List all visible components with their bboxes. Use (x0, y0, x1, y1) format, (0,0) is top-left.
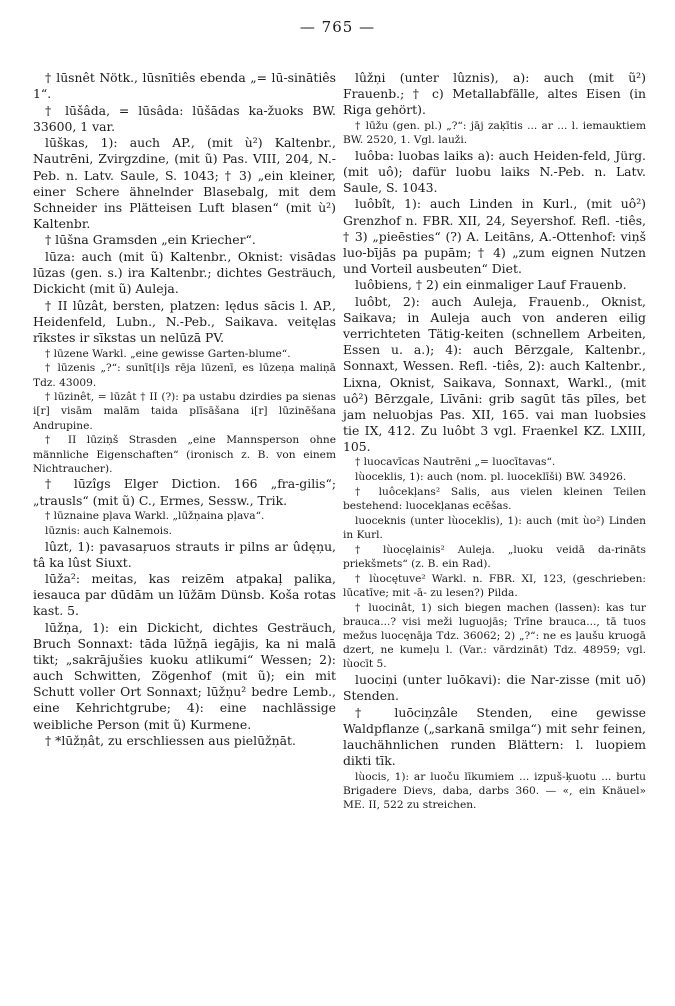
dictionary-entry: † lūzene Warkl. „eine gewisse Garten-blume“. (45, 347, 291, 360)
dictionary-entry: † lūšna Gramsden „ein Kriecher“. (45, 232, 256, 248)
dictionary-entry: † luōciņzâle Stenden, eine gewisse Waldpflanze („sarkanā smilga“) mit sehr feinen, lauchähnlichen runden Blättern: l. luopiem dikti tīk. (343, 704, 646, 768)
dictionary-entry: lūškas, 1): auch AP., (mit ù²) Kaltenbr., Nautrēni, Zvirgzdine, (mit ũ) Pas. VIII, 204, N.-Peb. n. Latv. Saule, S. 1043; † 3) „ein kleiner, einer Schere ähnelnder Blasebalg, mit dem Schneider ins Plätteisen Luft blasen“ (mit ù²) Kaltenbr. (33, 135, 336, 231)
dictionary-entry: lūza: auch (mit ũ) Kaltenbr., Oknist: visādas lūzas (gen. s.) ira Kaltenbr.; dichtes Gesträuch, Dickicht (mit ũ) Auleja. (33, 249, 336, 297)
dictionary-entry: lūža²: meitas, kas reizēm atpakaļ palika, iesauca par dūdām un lūžām Dünsb. Koša rotas kast. 5. (33, 571, 336, 619)
dictionary-entry: lūžņa, 1): ein Dickicht, dichtes Gesträuch, Bruch Sonnaxt: tāda lūžņā iegājis, ka ni malā tikt; „sakrājušies kuoku atlikumi“ Wessen; 2): auch Schwitten, Zögenhof (mit ũ); ein mit Schutt voller Ort Sonnaxt; lūžņu² bedre Lemb., eine Kehrichtgrube; 4): eine nachlässige weibliche Person (mit ũ) Kurmene. (33, 619, 336, 732)
dictionary-entry: luôbît, 1): auch Linden in Kurl., (mit uô²) Grenzhof n. FBR. XII, 24, Seyershof. Refl. -tiês, † 3) „pieēsties“ (?) A. Leitāns, A.-Ottenhof: viņš luo-bījās pa pupām; † 4) „zum eignen Nutzen und Vorteil ausbeuten“ Diet. (343, 196, 646, 276)
dictionary-entry: luôbiens, † 2) ein einmaliger Lauf Frauenb. (355, 277, 627, 293)
dictionary-entry: luôbt, 2): auch Auleja, Frauenb., Oknist, Saikava; in Auleja auch von anderen eilig verrichteten Tätig-keiten (schnellem Arbeiten, Essen u. a.); 4): auch Bērzgale, Kaltenbr., Sonnaxt, Wessen. Refl. -tiês, 2): auch Kaltenbr., Lixna, Oknist, Saikava, Sonnaxt, Warkl., (mit uô²) Bērzgale, Līvāni: grib sagūt tās pīles, bet jam neluobjas Pas. XII, 165. vai man luobsies tie IX, 412. Zu luôbt 3 vgl. Fraenkel KZ. LXIII, 105. (343, 294, 646, 454)
dictionary-entry: lùoceklis, 1): auch (nom. pl. luoceklīši) BW. 34926. (355, 471, 627, 484)
dictionary-entry: † lūzinêt, = lūzât † II (?): pa ustabu dzirdies pa sienas i[r] visām malām taida plīsāšana i[r] lūzinēšana Andrupine. (33, 391, 336, 432)
dictionary-entry: lûžņi (unter lûznis), a): auch (mit ũ²) Frauenb.; † c) Metallabfälle, altes Eisen (in Riga gehört). (343, 70, 646, 118)
dictionary-entry: luociņi (unter luōkavi): die Nar-zisse (mit uō) Stenden. (343, 672, 646, 704)
dictionary-entry: † *lūžņât, zu erschliessen aus pielūžņāt. (45, 733, 296, 749)
dictionary-entry: † lūzîgs Elger Diction. 166 „fra-gilis“; „trausls“ (mit ũ) C., Ermes, Sessw., Trik. (33, 476, 336, 508)
dictionary-entry: lûzt, 1): pavasaŗuos strauts ir pilns ar ûdęņu, tâ ka lûst Siuxt. (33, 538, 336, 570)
dictionary-entry: † lūžu (gen. pl.) „?“: jāj zaķītis ... ar ... l. iemauktiem BW. 2520, 1. Vgl. lauži. (343, 119, 646, 146)
left-column (33, 70, 336, 750)
dictionary-entry: † luocinât, 1) sich biegen machen (lassen): kas tur brauca...? visi meži luguojās; Trīne brauca..., tā tuos mežus luocęnāja Tdz. 36062; 2) „?“: ne es ļaušu kruogā dzert, ne kumeļu l. (Var.: vārdzināt) Tdz. 48959; vgl. lùocīt 5. (343, 601, 646, 671)
dictionary-entry: lūznis: auch Kalnemois. (45, 524, 172, 537)
dictionary-entry: † lūzenis „?“: sunīt[i]s rēja lūzenī, es lūzeņa maliņā Tdz. 43009. (33, 362, 336, 389)
dictionary-entry: † lūznaine pļava Warkl. „lūžņaina pļava“. (45, 510, 265, 523)
dictionary-entry: luôba: luobas laiks a): auch Heiden-feld, Jürg. (mit uô); dafür luobu laiks N.-Peb. n. Latv. Saule, S. 1043. (343, 147, 646, 195)
dictionary-entry: † II lûzât, bersten, platzen: lędus sācis l. AP., Heidenfeld, Lubn., N.-Peb., Saikava. veitęlas rīkstes ir sīkstas un nelūzā PV. (33, 297, 336, 345)
dictionary-entry: † lūšâda, = lūsâda: lūšādas ka-žuoks BW. 33600, 1 var. (33, 102, 336, 134)
dictionary-entry: † lùocęlainis² Auleja. „luoku veidā da-rināts priekšmets“ (z. B. ein Rad). (343, 543, 646, 570)
dictionary-entry: lùocis, 1): ar luoču līkumiem ... izpuš-ķuotu ... burtu Brigadere Dievs, daba, darbs 360. — «, ein Knäuel» ME. II, 522 zu streichen. (343, 770, 646, 811)
dictionary-entry: † lùocętuve² Warkl. n. FBR. XI, 123, (geschrieben: lūcatīve; mit -ā- zu lesen?) Pilda. (343, 572, 646, 599)
dictionary-entry: † lūsnêt Nötk., lūsnītiês ebenda „= lū-sinātiês 1“. (33, 70, 336, 102)
dictionary-entry: † luocavīcas Nautrēni „= luocītavas“. (355, 456, 556, 469)
dictionary-entry: † luôcekļans² Salis, aus vielen kleinen Teilen bestehend: luocekļanas ecēšas. (343, 485, 646, 513)
dictionary-entry: † II lūziņš Strasden „eine Mannsperson ohne männliche Eigenschaften“ (ironisch z. B. von einem Nichtraucher). (33, 434, 336, 475)
dictionary-entry: luoceknis (unter lùoceklis), 1): auch (mit ùo²) Linden in Kurl. (343, 514, 646, 541)
right-column (343, 70, 646, 813)
page-number: — 765 — (299, 18, 376, 36)
